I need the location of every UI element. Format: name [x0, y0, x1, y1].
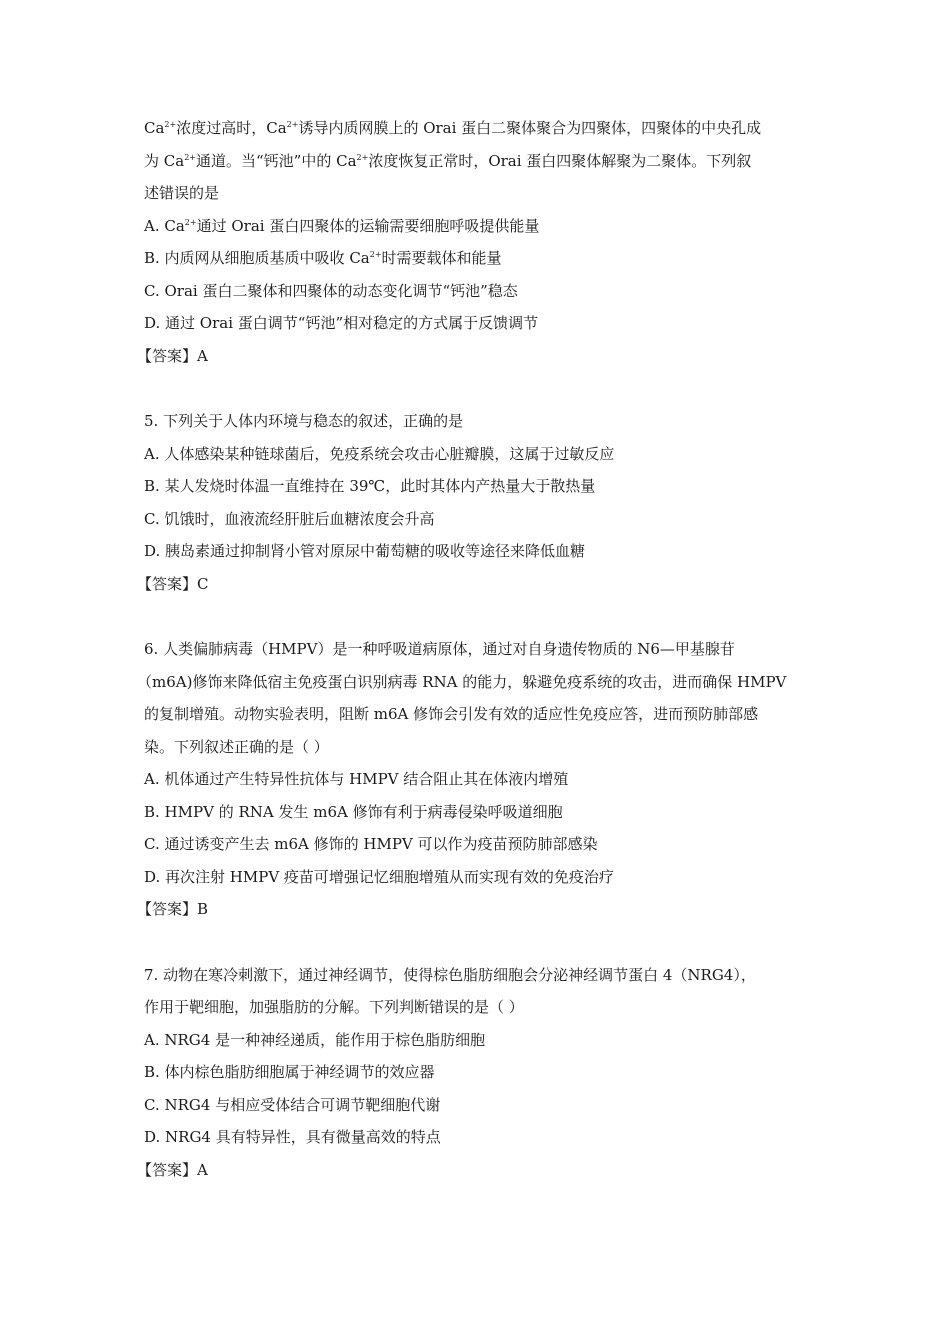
- q5-option-b: B. 某人发烧时体温一直维持在 39℃，此时其体内产热量大于散热量: [144, 477, 596, 495]
- q6-option-c: C. 通过诱变产生去 m6A 修饰的 HMPV 可以作为疫苗预防肺部感染: [144, 835, 598, 853]
- q7-answer: 【答案】A: [137, 1160, 208, 1179]
- q6-stem-line-2: （m6A)修饰来降低宿主免疫蛋白识别病毒 RNA 的能力，躲避免疫系统的攻击，进而确保 HMPV: [137, 672, 787, 691]
- q7-option-c: C. NRG4 与相应受体结合可调节靶细胞代谢: [144, 1095, 441, 1114]
- q4-option-c: C. Orai 蛋白二聚体和四聚体的动态变化调节“钙池”稳态: [144, 281, 518, 300]
- q4-stem-line-2: 为 $Ca^{2+}$通道。当“钙池”中的 $Ca^{2+}$浓度恢复正常时，Orai 蛋白四聚体解聚为二聚体。下列叙: [144, 151, 752, 170]
- q6-option-b: B. HMPV 的 RNA 发生 m6A 修饰有利于病毒侵染呼吸道细胞: [144, 802, 563, 821]
- q5-stem: 5. 下列关于人体内环境与稳态的叙述，正确的是: [144, 412, 464, 430]
- q6-answer: 【答案】B: [137, 900, 209, 918]
- q7-option-b: B. 体内棕色脂肪细胞属于神经调节的效应器: [144, 1063, 435, 1081]
- q5-answer: 【答案】C: [137, 574, 209, 593]
- q6-stem-line-3: 的复制增殖。动物实验表明，阻断 m6A 修饰会引发有效的适应性免疫应答，进而预防肺部感: [144, 705, 759, 723]
- q4-answer: 【答案】A: [137, 346, 208, 365]
- q6-stem-line-1: 6. 人类偏肺病毒（HMPV）是一种呼吸道病原体，通过对自身遗传物质的 N6—甲基腺苷: [144, 640, 735, 658]
- q7-stem-line-2: 作用于靶细胞，加强脂肪的分解。下列判断错误的是（ ）: [144, 998, 524, 1016]
- q5-option-c: C. 饥饿时，血液流经肝脏后血糖浓度会升高: [144, 509, 435, 528]
- q5-option-d: D. 胰岛素通过抑制肾小管对原尿中葡萄糖的吸收等途径来降低血糖: [144, 542, 586, 560]
- q4-option-a: A. $Ca^{2+}$通过 Orai 蛋白四聚体的运输需要细胞呼吸提供能量: [144, 216, 540, 235]
- q4-option-d: D. 通过 Orai 蛋白调节“钙池”相对稳定的方式属于反馈调节: [144, 314, 539, 332]
- q6-stem-line-4: 染。下列叙述正确的是（ ）: [144, 737, 329, 756]
- q4-option-b: B. 内质网从细胞质基质中吸收 $Ca^{2+}$时需要载体和能量: [144, 249, 502, 267]
- q7-option-d: D. NRG4 具有特异性，具有微量高效的特点: [144, 1128, 441, 1146]
- question-6: [137, 633, 824, 926]
- q4-stem-line-3: 述错误的是: [144, 184, 220, 202]
- document-page: [137, 112, 824, 1186]
- question-5: [137, 405, 824, 600]
- q7-option-a: A. NRG4 是一种神经递质，能作用于棕色脂肪细胞: [144, 1030, 486, 1049]
- q5-option-a: A. 人体感染某种链球菌后，免疫系统会攻击心脏瓣膜，这属于过敏反应: [144, 444, 615, 463]
- question-4: [137, 112, 824, 372]
- q6-option-d: D. 再次注射 HMPV 疫苗可增强记忆细胞增殖从而实现有效的免疫治疗: [144, 867, 614, 886]
- q7-stem-line-1: 7. 动物在寒冷刺激下，通过神经调节，使得棕色脂肪细胞会分泌神经调节蛋白 4（NRG4），: [144, 965, 756, 984]
- q6-option-a: A. 机体通过产生特异性抗体与 HMPV 结合阻止其在体液内增殖: [144, 770, 569, 788]
- question-7: [137, 959, 824, 1187]
- q4-stem-line-1: $Ca^{2+}$浓度过高时，$Ca^{2+}$诱导内质网膜上的 Orai 蛋白二聚体聚合为四聚体，四聚体的中央孔成: [144, 119, 762, 137]
